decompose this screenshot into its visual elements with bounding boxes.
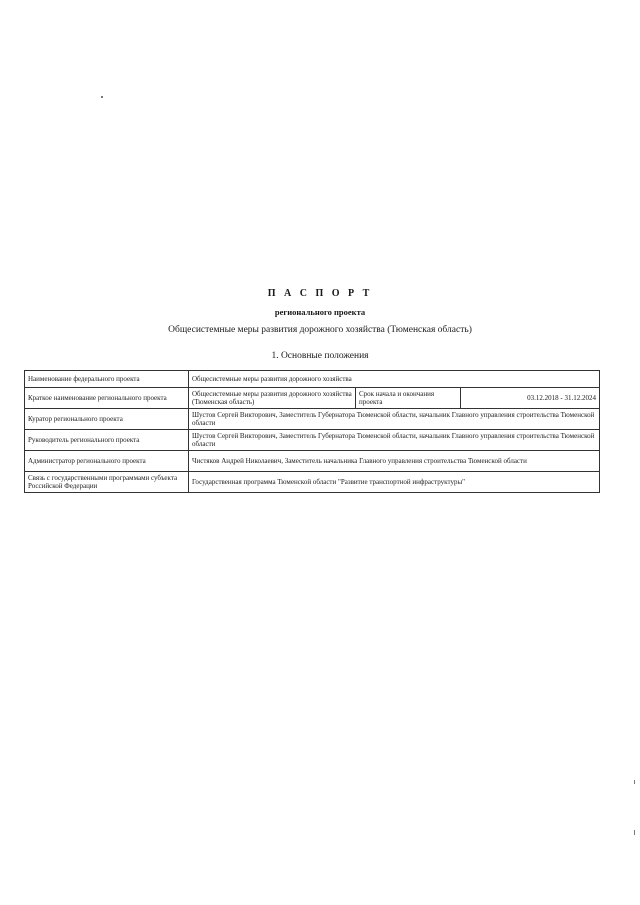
scan-speck xyxy=(101,96,103,98)
period-dates: 03.12.2018 - 31.12.2024 xyxy=(461,388,600,409)
table-row xyxy=(25,409,600,430)
row-label: Куратор регионального проекта xyxy=(25,409,189,430)
passport-table xyxy=(24,370,600,493)
project-name: Общесистемные меры развития дорожного хозяйства (Тюменская область) xyxy=(168,325,472,335)
row-value: Шустов Сергей Викторович, Заместитель Губернатора Тюменской области, начальник Главного управления строительства Тюменской области xyxy=(189,430,600,451)
table-row xyxy=(25,430,600,451)
row-label: Краткое наименование регионального проекта xyxy=(25,388,189,409)
row-label: Наименование федерального проекта xyxy=(25,371,189,388)
row-value: Общесистемные меры развития дорожного хозяйства xyxy=(189,371,600,388)
table-row xyxy=(25,388,600,409)
section-heading: 1. Основные положения xyxy=(271,351,369,361)
table-row xyxy=(25,472,600,493)
document-title: П А С П О Р Т xyxy=(267,288,373,299)
row-value: Государственная программа Тюменской области "Развитие транспортной инфраструктуры" xyxy=(189,472,600,493)
row-value: Шустов Сергей Викторович, Заместитель Губернатора Тюменской области, начальник Главного управления строительства Тюменской области xyxy=(189,409,600,430)
row-label: Связь с государственными программами субъекта Российской Федерации xyxy=(25,472,189,493)
period-label: Срок начала и окончания проекта xyxy=(356,388,461,409)
scan-speck xyxy=(634,830,635,835)
document-subtitle: регионального проекта xyxy=(274,307,366,317)
row-label: Руководитель регионального проекта xyxy=(25,430,189,451)
row-value: Общесистемные меры развития дорожного хозяйства (Тюменская область) xyxy=(189,388,356,409)
row-value: Чистяков Андрей Николаевич, Заместитель начальника Главного управления строительства Тюменской области xyxy=(189,451,600,472)
scan-speck xyxy=(634,780,635,784)
table-row xyxy=(25,371,600,388)
row-label: Администратор регионального проекта xyxy=(25,451,189,472)
table-row xyxy=(25,451,600,472)
